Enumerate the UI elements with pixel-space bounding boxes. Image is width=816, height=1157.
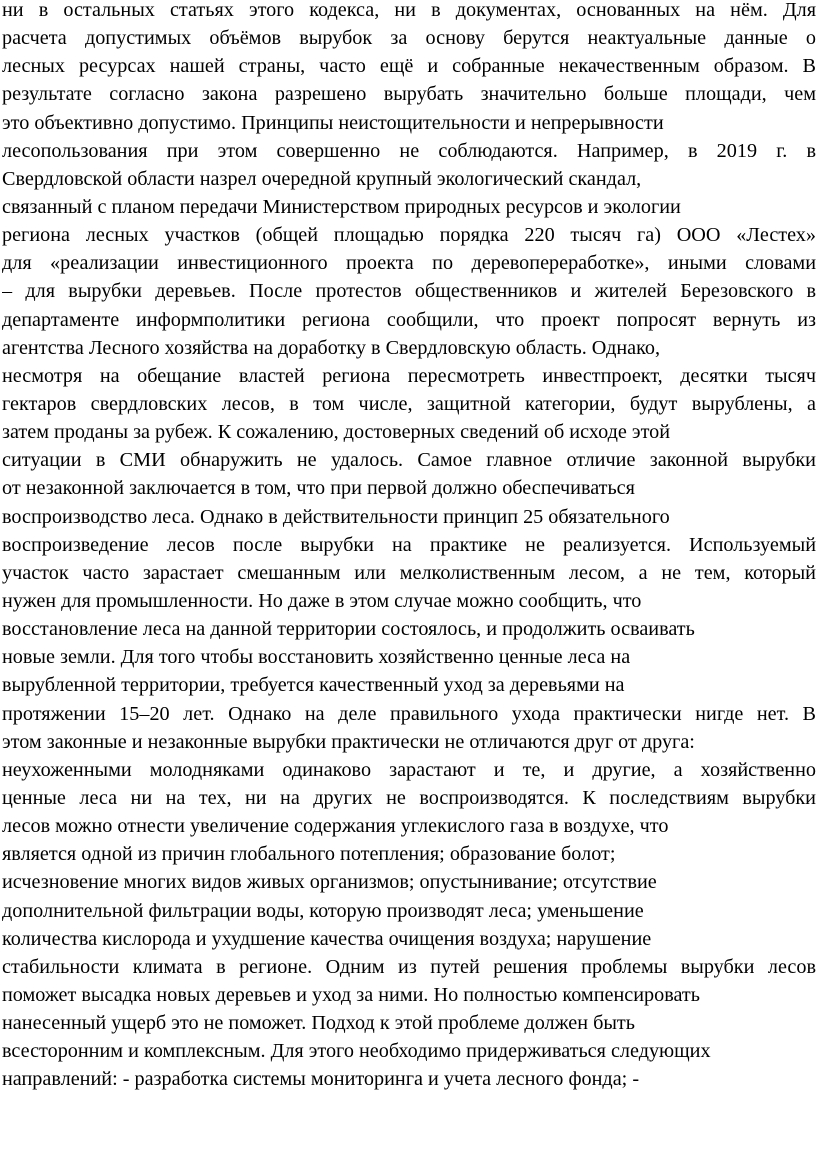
text-line: поможет высадка новых деревьев и уход за ними. Но полностью компенсировать [2,983,700,1006]
text-line: ситуации в СМИ обнаружить не удалось. Самое главное отличие законной вырубки [2,449,816,472]
text-line: департаменте информполитики региона сообщили, что проект попросят вернуть из [2,308,816,331]
text-line: всесторонним и комплексным. Для этого необходимо придерживаться следующих [2,1040,711,1063]
text-line: ни в остальных статьях этого кодекса, ни в документах, основанных на нём. Для [2,0,816,21]
text-line: несмотря на обещание властей региона пересмотреть инвестпроект, десятки тысяч [2,364,816,387]
text-line: региона лесных участков (общей площадью порядка 220 тысяч га) ООО «Лестех» [2,224,816,247]
text-line: неухоженными молодняками одинаково зарастают и те, и другие, а хозяйственно [2,758,816,781]
text-line: стабильности климата в регионе. Одним из путей решения проблемы вырубки лесов [2,955,816,978]
text-line: протяжении 15–20 лет. Однако на деле правильного ухода практически нигде нет. В [2,702,816,725]
text-line: воспроизведение лесов после вырубки на практике не реализуется. Используемый [2,533,816,556]
text-line: количества кислорода и ухудшение качества очищения воздуха; нарушение [2,927,652,950]
text-line: исчезновение многих видов живых организмов; опустынивание; отсутствие [2,871,657,894]
text-line: расчета допустимых объёмов вырубок за основу берутся неактуальные данные о [2,27,816,50]
body-text [2,0,816,1093]
text-line: этом законные и незаконные вырубки практически не отличаются друг от друга: [2,730,695,753]
text-line: – для вырубки деревьев. После протестов общественников и жителей Березовского в [2,280,816,303]
text-line: является одной из причин глобального потепления; образование болот; [2,843,616,866]
text-line: нужен для промышленности. Но даже в этом случае можно сообщить, что [2,589,642,612]
text-line: ценные леса ни на тех, ни на других не воспроизводятся. К последствиям вырубки [2,786,816,809]
text-line: результате согласно закона разрешено вырубать значительно больше площади, чем [2,83,816,106]
text-line: это объективно допустимо. Принципы неистощительности и непрерывности [2,111,664,134]
text-line: восстановление леса на данной территории состоялось, и продолжить осваивать [2,618,695,641]
text-line: лесов можно отнести увеличение содержания углекислого газа в воздухе, что [2,815,669,838]
text-line: для «реализации инвестиционного проекта по деревопереработке», иными словами [2,252,816,275]
text-line: лесопользования при этом совершенно не соблюдаются. Например, в 2019 г. в [2,139,816,162]
text-line: связанный с планом передачи Министерством природных ресурсов и экологии [2,195,681,218]
text-line: вырубленной территории, требуется качественный уход за деревьями на [2,674,625,697]
text-line: агентства Лесного хозяйства на доработку в Свердловскую область. Однако, [2,336,661,359]
text-line: дополнительной фильтрации воды, которую производят леса; уменьшение [2,899,644,922]
text-line: направлений: - разработка системы мониторинга и учета лесного фонда; - [2,1068,640,1091]
text-line: воспроизводство леса. Однако в действительности принцип 25 обязательного [2,505,670,528]
text-line: Свердловской области назрел очередной крупный экологический скандал, [2,167,642,190]
text-line: лесных ресурсах нашей страны, часто ещё и собранные некачественным образом. В [2,55,816,78]
text-line: гектаров свердловских лесов, в том числе, защитной категории, будут вырублены, а [2,392,816,415]
text-line: от незаконной заключается в том, что при первой должно обеспечиваться [2,477,635,500]
text-line: участок часто зарастает смешанным или мелколиственным лесом, а не тем, который [2,561,816,584]
text-line: затем проданы за рубеж. К сожалению, достоверных сведений об исходе этой [2,421,671,444]
text-line: нанесенный ущерб это не поможет. Подход к этой проблеме должен быть [2,1012,635,1035]
text-line: новые земли. Для того чтобы восстановить хозяйственно ценные леса на [2,646,631,669]
